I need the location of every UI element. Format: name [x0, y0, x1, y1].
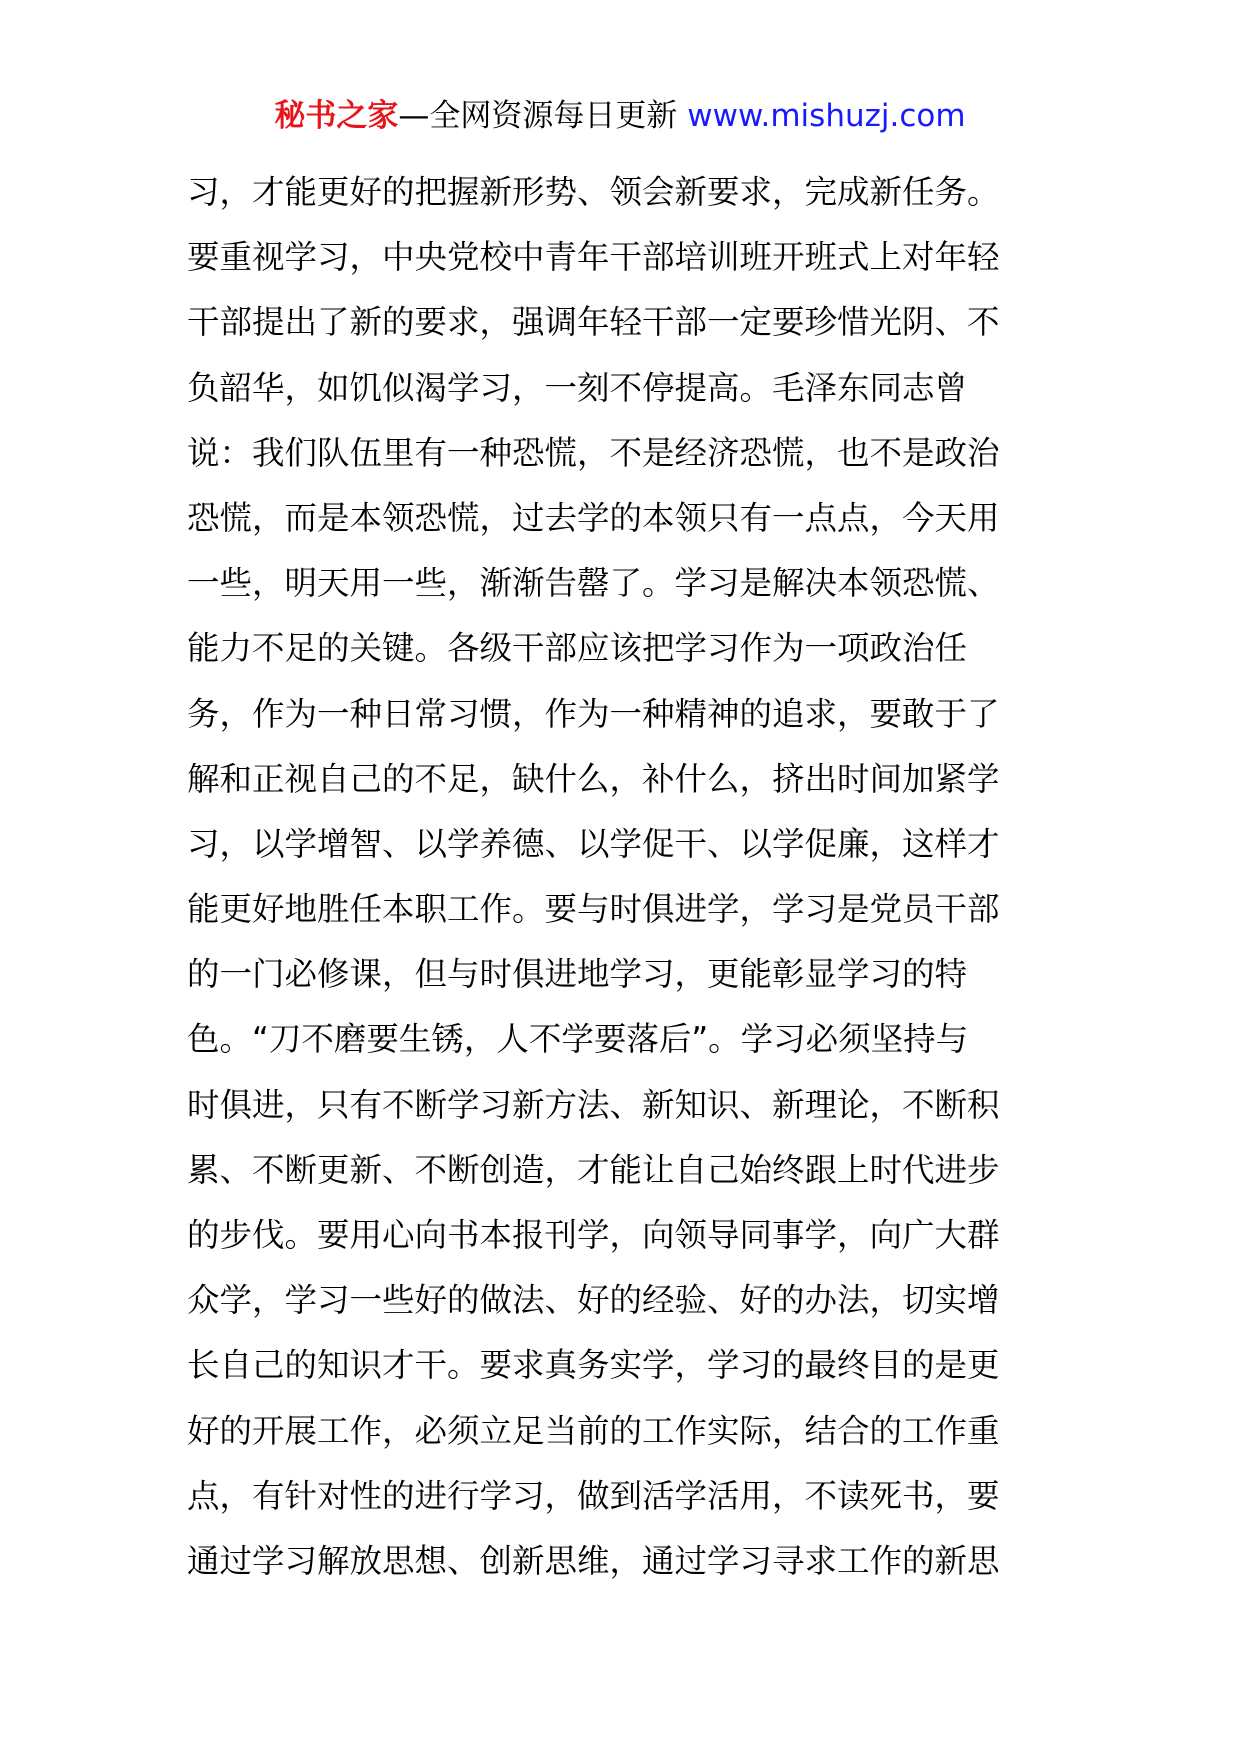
text-line: 能力不足的关键。各级干部应该把学习作为一项政治任 — [187, 629, 968, 668]
site-url: www.mishuzj.com — [687, 98, 966, 134]
text-line: 点，有针对性的进行学习，做到活学活用，不读死书，要 — [187, 1476, 1000, 1515]
text-line: 好的开展工作，必须立足当前的工作实际，结合的工作重 — [187, 1411, 1000, 1450]
text-line: 的步伐。要用心向书本报刊学，向领导同事学，向广大群 — [187, 1216, 1000, 1254]
text-line: 干部提出了新的要求，强调年轻干部一定要珍惜光阴、不 — [187, 303, 1000, 342]
text-line: 恐慌，而是本领恐慌，过去学的本领只有一点点，今天用 — [187, 498, 1000, 537]
text-line: 通过学习解放思想、创新思维，通过学习寻求工作的新思 — [187, 1541, 1000, 1580]
document-body — [187, 160, 1057, 1594]
text-line: 习，以学增智、以学养德、以学促干、以学促廉，这样才 — [187, 824, 1000, 863]
text-line: 解和正视自己的不足，缺什么，补什么，挤出时间加紧学 — [187, 759, 1000, 798]
text-line: 众学，学习一些好的做法、好的经验、好的办法，切实增 — [187, 1281, 1000, 1320]
text-line: 务，作为一种日常习惯，作为一种精神的追求，要敢于了 — [187, 694, 1000, 733]
text-line: 要重视学习，中央党校中青年干部培训班开班式上对年轻 — [187, 238, 1000, 277]
text-line: 能更好地胜任本职工作。要与时俱进学，学习是党员干部 — [187, 890, 1000, 929]
text-line: 累、不断更新、不断创造，才能让自己始终跟上时代进步 — [187, 1150, 1000, 1189]
text-line: 时俱进，只有不断学习新方法、新知识、新理论，不断积 — [187, 1085, 1000, 1124]
text-line: 说：我们队伍里有一种恐慌，不是经济恐慌，也不是政治 — [187, 433, 1000, 472]
site-brand: 秘书之家 — [274, 98, 399, 134]
text-line: 负韶华，如饥似渴学习，一刻不停提高。毛泽东同志曾 — [187, 368, 968, 407]
site-header — [0, 96, 1240, 136]
text-line: 长自己的知识才干。要求真务实学，学习的最终目的是更 — [187, 1346, 1000, 1385]
text-line: 色。“刀不磨要生锈，人不学要落后”。学习必须坚持与 — [187, 1020, 969, 1059]
site-tagline: —全网资源每日更新 — [398, 98, 688, 134]
text-line: 的一门必修课，但与时俱进地学习，更能彰显学习的特 — [187, 955, 968, 994]
text-line: 一些，明天用一些，渐渐告罄了。学习是解决本领恐慌、 — [187, 564, 1000, 603]
text-line: 习，才能更好的把握新形势、领会新要求，完成新任务。 — [187, 173, 1000, 211]
